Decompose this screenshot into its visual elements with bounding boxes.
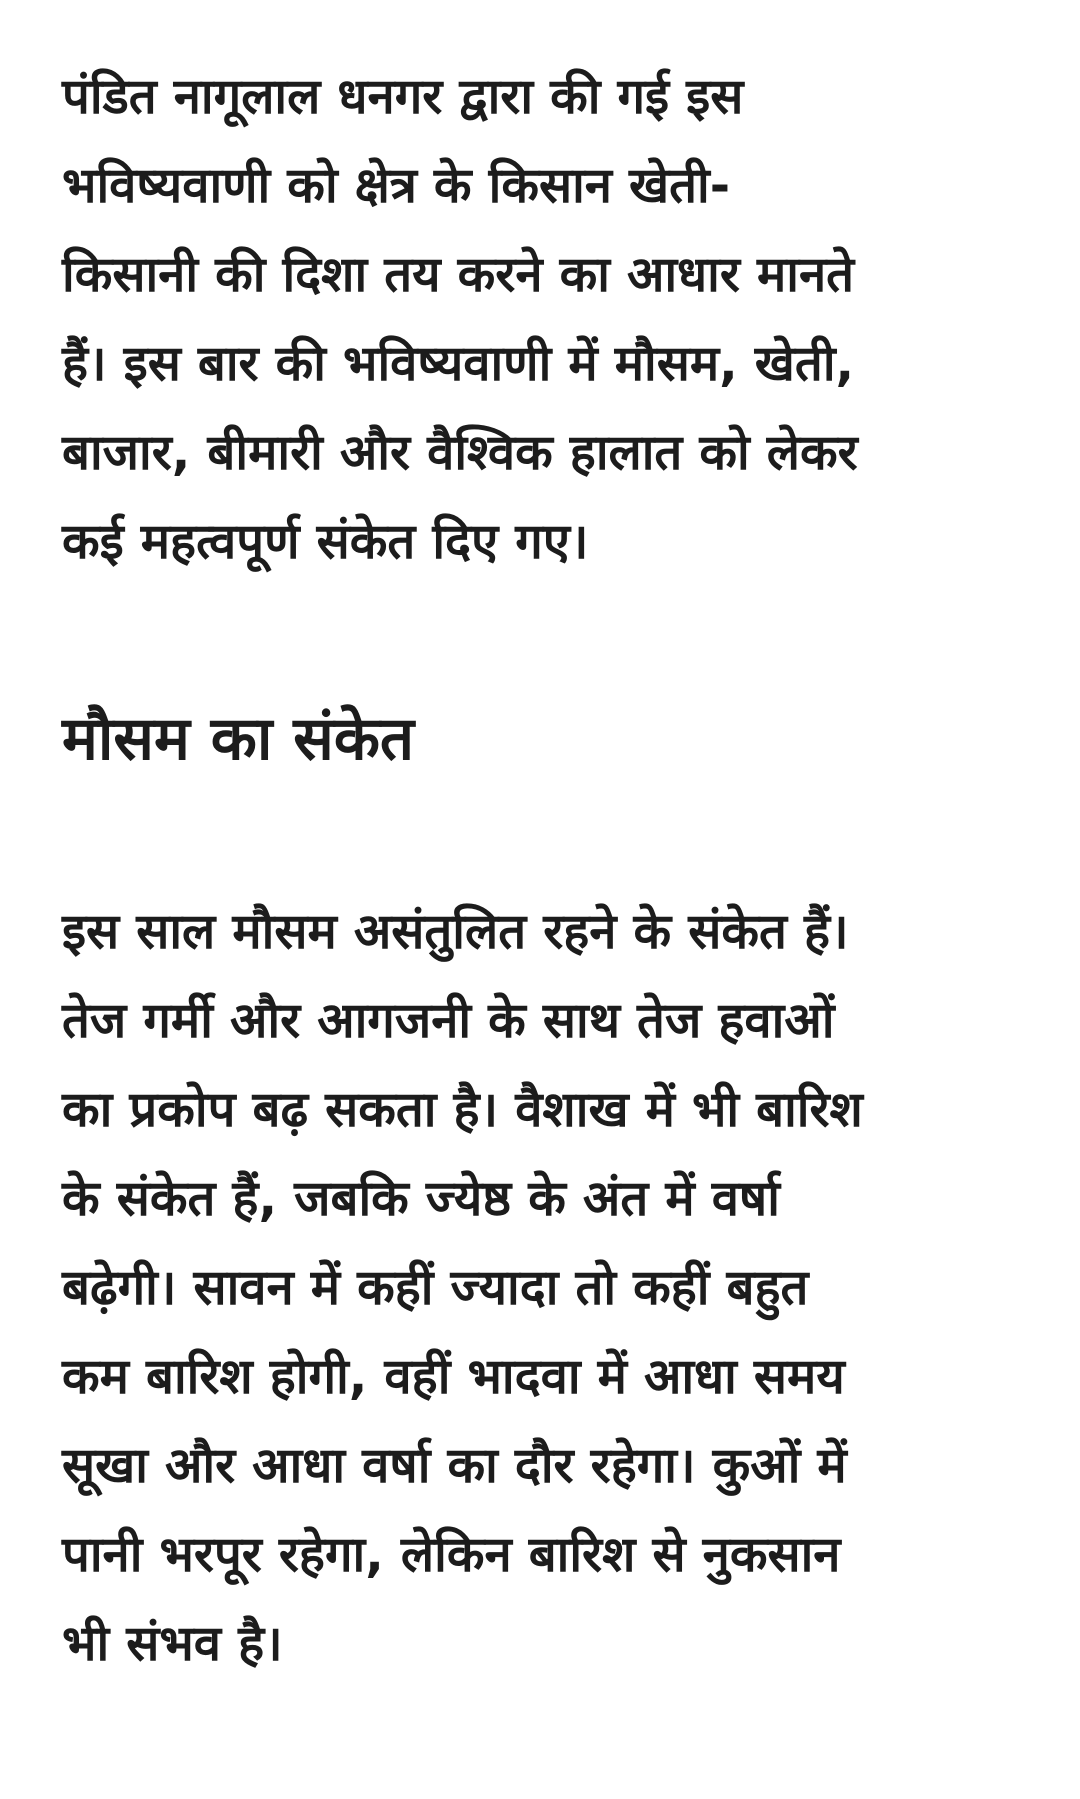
paragraph-line: हैं। इस बार की भविष्यवाणी में मौसम, खेती,	[62, 335, 855, 392]
paragraph-line: बढ़ेगी। सावन में कहीं ज्यादा तो कहीं बहुत	[62, 1259, 809, 1316]
section-heading: मौसम का संकेत	[62, 704, 415, 774]
paragraph-line: कई महत्वपूर्ण संकेत दिए गए।	[62, 513, 589, 570]
paragraph-line: के संकेत हैं, जबकि ज्येष्ठ के अंत में वर्षा	[62, 1170, 780, 1227]
paragraph-line: बाजार, बीमारी और वैश्विक हालात को लेकर	[62, 424, 858, 481]
weather-paragraph	[62, 887, 1020, 1688]
paragraph-line: पंडित नागूलाल धनगर द्वारा की गई इस	[62, 68, 744, 125]
paragraph-line: पानी भरपूर रहेगा, लेकिन बारिश से नुकसान	[62, 1526, 841, 1583]
paragraph-line: कम बारिश होगी, वहीं भादवा में आधा समय	[62, 1348, 845, 1405]
paragraph-line: इस साल मौसम असंतुलित रहने के संकेत हैं।	[62, 903, 849, 960]
paragraph-line: सूखा और आधा वर्षा का दौर रहेगा। कुओं में	[62, 1437, 847, 1494]
intro-paragraph	[62, 52, 1020, 586]
paragraph-line: किसानी की दिशा तय करने का आधार मानते	[62, 246, 855, 303]
paragraph-line: भी संभव है।	[62, 1615, 283, 1672]
paragraph-line: का प्रकोप बढ़ सकता है। वैशाख में भी बारिश	[62, 1081, 863, 1138]
paragraph-line: तेज गर्मी और आगजनी के साथ तेज हवाओं	[62, 992, 835, 1049]
paragraph-line: भविष्यवाणी को क्षेत्र के किसान खेती-	[62, 157, 731, 214]
